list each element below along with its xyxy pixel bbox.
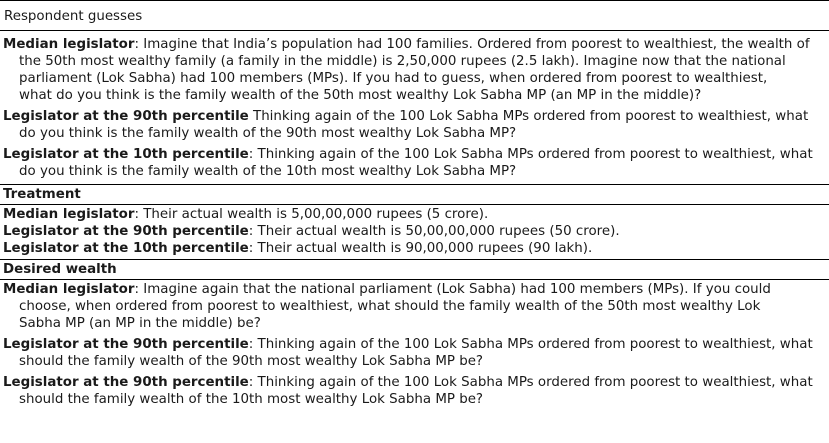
entry-label: Legislator at the 90th percentile	[3, 109, 249, 124]
entry-text: Their actual wealth is 5,00,00,000 rupees (5 crore).	[143, 207, 489, 222]
entry-label: Legislator at the 10th percentile	[3, 147, 249, 162]
entry-text: Thinking again of the 100 Lok Sabha MPs ordered from poorest to wealthiest, what	[253, 109, 809, 124]
desired-median-legislator	[0, 281, 829, 332]
treatment-block	[0, 205, 829, 259]
treatment-90th-percentile	[0, 223, 829, 240]
entry-separator: :	[248, 337, 258, 352]
entry-separator: :	[248, 241, 258, 256]
entry-text: the 50th most wealthy family (a family in the middle) is 2,50,000 rupees (2.5 lakh). Imagine now that the national	[19, 54, 786, 69]
treatment-title: Treatment	[3, 187, 81, 202]
desired-10th-percentile	[0, 374, 829, 408]
treatment-median-legislator	[0, 206, 829, 223]
desired-block	[0, 280, 829, 408]
entry-text: do you think is the family wealth of the 90th most wealthy Lok Sabha MP?	[19, 126, 517, 141]
entry-text: Their actual wealth is 90,00,000 rupees (90 lakh).	[257, 241, 593, 256]
entry-label: Legislator at the 90th percentile	[3, 337, 249, 352]
entry-text: Thinking again of the 100 Lok Sabha MPs ordered from poorest to wealthiest, what	[257, 337, 813, 352]
entry-label: Median legislator	[3, 37, 135, 52]
entry-text: Imagine that India’s population had 100 families. Ordered from poorest to wealthiest, the wealth of	[143, 37, 810, 52]
treatment-10th-percentile	[0, 240, 829, 257]
entry-label: Median legislator	[3, 207, 135, 222]
entry-label: Legislator at the 90th percentile	[3, 375, 249, 390]
entry-separator: :	[248, 224, 258, 239]
entry-text: what do you think is the family wealth of the 50th most wealthy Lok Sabha MP (an MP in the middle)?	[19, 88, 702, 103]
guess-10th-percentile	[0, 146, 829, 180]
entry-text: Imagine again that the national parliament (Lok Sabha) had 100 members (MPs). If you could	[143, 282, 771, 297]
entry-text: Sabha MP (an MP in the middle) be?	[19, 316, 261, 331]
entry-separator: :	[248, 147, 258, 162]
entry-text: Their actual wealth is 50,00,00,000 rupees (50 crore).	[257, 224, 620, 239]
guess-90th-percentile	[0, 108, 829, 142]
entry-separator: :	[134, 282, 144, 297]
entry-text: parliament (Lok Sabha) had 100 members (MPs). If you had to guess, when ordered from poorest to wealthiest,	[19, 71, 768, 86]
desired-90th-percentile	[0, 336, 829, 370]
entry-label: Median legislator	[3, 282, 135, 297]
table-header: Respondent guesses	[4, 9, 143, 24]
guesses-block	[0, 31, 829, 180]
entry-text: Thinking again of the 100 Lok Sabha MPs ordered from poorest to wealthiest, what	[257, 147, 813, 162]
entry-text: choose, when ordered from poorest to wealthiest, what should the family wealth of the 50th most wealthy Lok	[19, 299, 761, 314]
desired-title: Desired wealth	[3, 262, 117, 277]
entry-separator: :	[134, 207, 144, 222]
entry-text: should the family wealth of the 90th most wealthy Lok Sabha MP be?	[19, 354, 484, 369]
entry-separator: :	[248, 375, 258, 390]
entry-separator: :	[134, 37, 144, 52]
entry-label: Legislator at the 10th percentile	[3, 241, 249, 256]
entry-text: should the family wealth of the 10th most wealthy Lok Sabha MP be?	[19, 392, 484, 407]
entry-label: Legislator at the 90th percentile	[3, 224, 249, 239]
entry-text: Thinking again of the 100 Lok Sabha MPs ordered from poorest to wealthiest, what	[257, 375, 813, 390]
entry-text: do you think is the family wealth of the 10th most wealthy Lok Sabha MP?	[19, 164, 517, 179]
guess-median-legislator	[0, 36, 829, 104]
